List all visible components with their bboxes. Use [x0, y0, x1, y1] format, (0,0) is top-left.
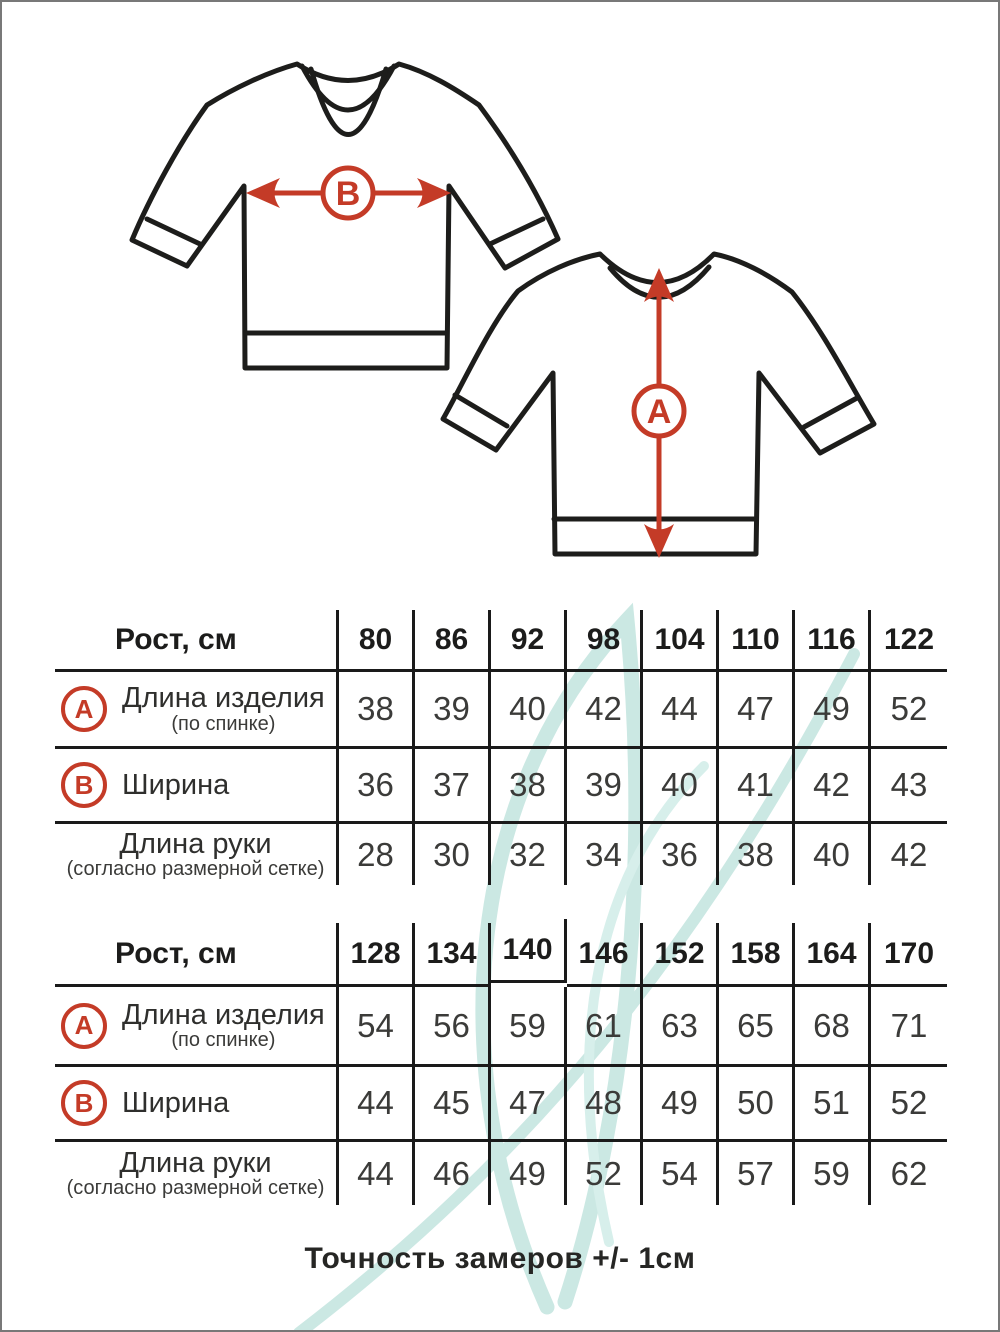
value-cell: 49 — [491, 1142, 567, 1205]
height-header-cell: 158 — [719, 923, 795, 987]
row-label-main: Ширина — [122, 1086, 230, 1119]
length-marker-letter: A — [646, 393, 672, 431]
height-header-cell: 152 — [643, 923, 719, 987]
value-cell: 47 — [491, 1067, 567, 1142]
value-cell: 42 — [890, 835, 928, 873]
value-cell: 42 — [795, 749, 871, 824]
value-cell: 52 — [567, 1142, 643, 1205]
value-cell: 43 — [871, 749, 947, 824]
row-marker-b: B — [61, 1080, 107, 1126]
height-header-cell: 104 — [643, 610, 719, 672]
row-label-sub: (согласно размерной сетке) — [66, 858, 325, 881]
row-marker-a: A — [61, 686, 107, 732]
row-label-text — [67, 1148, 325, 1199]
row-label-main: Длина изделия — [122, 998, 325, 1031]
value-cell: 61 — [567, 987, 643, 1067]
value-cell: 68 — [795, 987, 871, 1067]
height-header-cell: 98 — [567, 610, 643, 672]
height-header-cell: 86 — [415, 610, 491, 672]
row-label-cell — [55, 749, 339, 824]
row-label-main: Ширина — [122, 768, 230, 801]
value-cell: 62 — [890, 1154, 928, 1192]
height-header-cell: 134 — [415, 923, 491, 987]
height-header-cell: 146 — [567, 923, 643, 987]
value-cell: 41 — [719, 749, 795, 824]
row-label-text — [122, 770, 229, 800]
row-label-text — [122, 683, 325, 734]
value-cell: 47 — [719, 672, 795, 749]
value-cell: 50 — [719, 1067, 795, 1142]
value-cell: 28 — [339, 824, 415, 885]
row-label-cell — [55, 1142, 339, 1205]
row-label-main: Длина руки — [119, 1146, 272, 1179]
value-cell: 52 — [871, 1067, 947, 1142]
row-marker-a: A — [61, 1003, 107, 1049]
value-cell: 40 — [795, 824, 871, 885]
row-marker-b: B — [61, 762, 107, 808]
height-header-cell: 170 — [871, 923, 947, 987]
value-cell: 30 — [415, 824, 491, 885]
row-label-cell — [55, 824, 339, 885]
value-cell: 37 — [415, 749, 491, 824]
value-cell: 38 — [339, 672, 415, 749]
value-cell: 45 — [415, 1067, 491, 1142]
value-cell: 36 — [643, 824, 719, 885]
value-cell: 39 — [567, 749, 643, 824]
value-cell: 54 — [339, 987, 415, 1067]
size-table-128-170 — [55, 923, 947, 1205]
row-label-cell — [55, 672, 339, 749]
row-label-main: Длина руки — [119, 827, 272, 860]
row-label-sub: (по спинке) — [171, 712, 276, 735]
value-cell: 38 — [491, 749, 567, 824]
height-header-label: Рост, см — [55, 923, 339, 987]
tolerance-note: Точность замеров +/- 1см — [304, 1242, 696, 1275]
size-table-80-122 — [55, 610, 947, 885]
row-label-text — [122, 1000, 325, 1051]
value-cell: 57 — [719, 1142, 795, 1205]
height-header-cell: 164 — [795, 923, 871, 987]
value-cell: 44 — [339, 1142, 415, 1205]
value-cell: 38 — [719, 824, 795, 885]
row-label-text — [67, 829, 325, 880]
value-cell: 63 — [643, 987, 719, 1067]
value-cell: 36 — [339, 749, 415, 824]
width-marker-letter: B — [335, 175, 361, 213]
value-cell: 46 — [415, 1142, 491, 1205]
value-cell: 32 — [491, 824, 567, 885]
value-cell: 65 — [719, 987, 795, 1067]
height-header-cell: 116 — [795, 610, 871, 672]
row-label-cell — [55, 1067, 339, 1142]
value-cell: 39 — [415, 672, 491, 749]
value-cell: 44 — [643, 672, 719, 749]
value-cell: 44 — [339, 1067, 415, 1142]
row-label-cell — [55, 987, 339, 1067]
sweatshirt-diagram — [2, 2, 1000, 602]
value-cell: 59 — [795, 1142, 871, 1205]
height-header-cell: 110 — [719, 610, 795, 672]
value-cell: 48 — [567, 1067, 643, 1142]
value-cell: 52 — [871, 672, 947, 749]
value-cell: 54 — [643, 1142, 719, 1205]
value-cell: 59 — [491, 987, 567, 1067]
value-cell: 56 — [415, 987, 491, 1067]
row-label-text — [122, 1088, 229, 1118]
value-cell: 51 — [795, 1067, 871, 1142]
value-cell: 34 — [567, 824, 643, 885]
row-label-main: Длина изделия — [122, 682, 325, 715]
value-cell: 49 — [795, 672, 871, 749]
row-label-sub: (согласно размерной сетке) — [66, 1177, 325, 1200]
height-header-cell: 128 — [339, 923, 415, 987]
value-cell: 71 — [871, 987, 947, 1067]
height-header-cell: 140 — [491, 919, 567, 983]
value-cell: 40 — [491, 672, 567, 749]
height-header-cell: 92 — [491, 610, 567, 672]
row-label-sub: (по спинке) — [171, 1029, 276, 1052]
value-cell: 49 — [643, 1067, 719, 1142]
height-header-label: Рост, см — [55, 610, 339, 672]
value-cell: 42 — [567, 672, 643, 749]
value-cell: 40 — [643, 749, 719, 824]
height-header-cell: 122 — [871, 610, 947, 672]
height-header-cell: 80 — [339, 610, 415, 672]
